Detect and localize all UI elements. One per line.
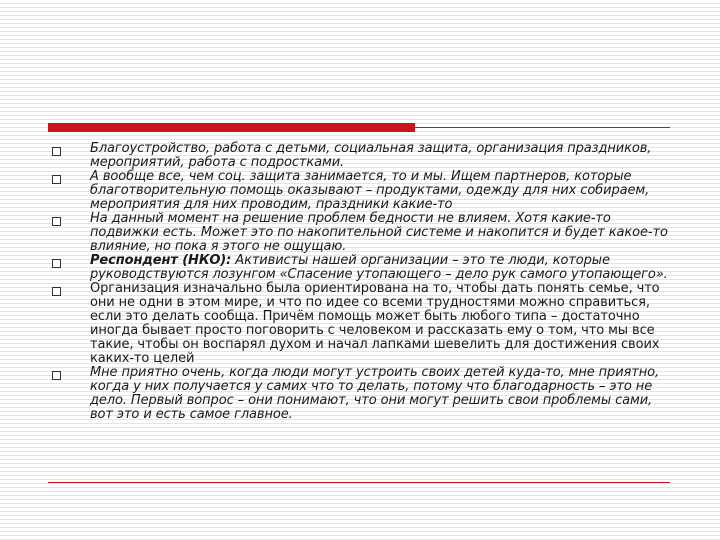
list-item-text: А вообще все, чем соц. защита занимается, то и мы. Ищем партнеров, которые благотворительную помощь оказывают – продуктами, одежду для них собираем, мероприятия для них проводим, праздники какие-то [90, 169, 650, 212]
list-item-text: Мне приятно очень, когда люди могут устроить своих детей куда-то, мне приятно, когда у них получается у самих что то делать, потому что благодарность – это не дело. Первый вопрос – они понимают, что они могут решить свои проблемы сами, вот это и есть самое главное. [90, 365, 660, 422]
square-bullet-icon [52, 287, 61, 296]
list-item-text: Благоустройство, работа с детьми, социальная защита, организация праздников, мероприятий, работа с подростками. [90, 141, 652, 170]
list-item-text: Организация изначально была ориентирована на то, чтобы дать понять семье, что они не одни в этом мире, и что по идее со всеми трудностями можно справиться, если это делать сообща. Причём помощь может быть любого типа – достаточно иногда бывает просто поговорить с человеком и рассказать ему о том, что мы все такие, чтобы он воспарял духом и начал лапками шевелить для достижения своих каких-то целей [90, 281, 660, 366]
top-accent-bar [48, 123, 415, 132]
top-accent-line [415, 127, 670, 128]
square-bullet-icon [52, 147, 61, 156]
list-item [52, 170, 672, 212]
list-item-text: На данный момент на решение проблем бедности не влияем. Хотя какие-то подвижки есть. Может это по накопительной системе и накопится и будет какое-то влияние, но пока я этого не ощущаю. [90, 211, 668, 254]
list-item [52, 142, 672, 170]
square-bullet-icon [52, 175, 61, 184]
top-accent-rule [48, 123, 670, 132]
square-bullet-icon [52, 259, 61, 268]
list-item [52, 254, 672, 282]
respondent-label: Респондент (НКО): [90, 253, 232, 268]
square-bullet-icon [52, 217, 61, 226]
list-item [52, 282, 672, 366]
list-item [52, 366, 672, 422]
bullet-list [52, 142, 672, 422]
bottom-accent-line [48, 482, 670, 483]
square-bullet-icon [52, 371, 61, 380]
list-item [52, 212, 672, 254]
list-item-text: Активисты нашей организации – это те люди, которые руководствуются лозунгом «Спасение утопающего – дело рук самого утопающего». [90, 253, 668, 282]
